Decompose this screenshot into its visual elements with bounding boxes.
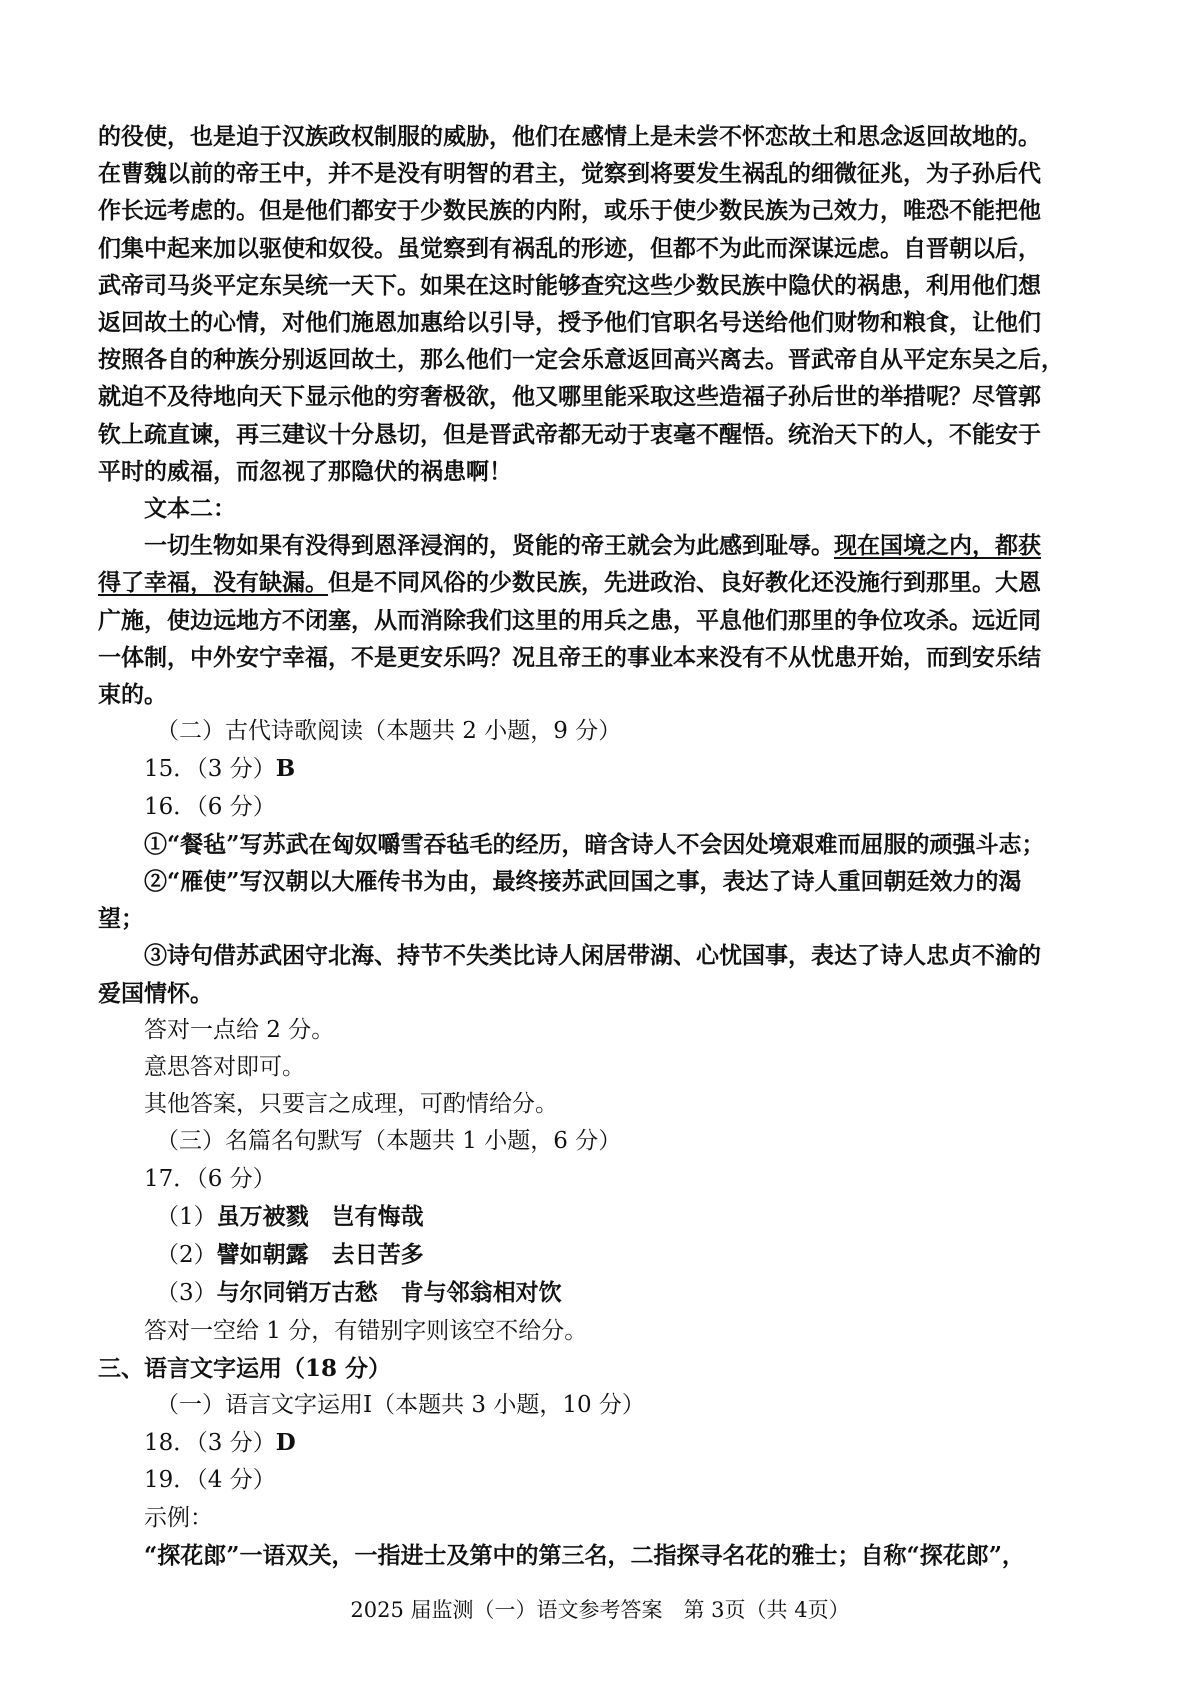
recitation-answer: （3）与尔同销万古愁 肯与邻翁相对饮 — [156, 1279, 562, 1307]
example-text: “探花郎”一语双关，一指进士及第中的第三名，二指探寻名花的雅士；自称“探花郎”， — [144, 1541, 1025, 1569]
text-two-line: 广施，使边远地方不闭塞，从而消除我们这里的用兵之患，平息他们那里的争位攻杀。远近同 — [98, 606, 1041, 634]
answer-point: ②“雁使”写汉朝以大雁传书为由，最终接苏武回国之事，表达了诗人重回朝廷效力的渴 — [144, 868, 1022, 896]
part-three — [98, 1350, 1106, 1574]
question-15: 15．（3 分）B — [144, 755, 296, 783]
section-recitation — [98, 1123, 1106, 1349]
underlined-sentence: 得了幸福，没有缺漏。 — [98, 569, 328, 597]
answer-choice: D — [275, 1429, 296, 1457]
passage-line: 平时的威福，而忽视了那隐伏的祸患啊！ — [98, 457, 512, 485]
recitation-answer: （2）譬如朝露 去日苦多 — [156, 1241, 424, 1269]
section-heading: （一）语言文字运用Ⅰ（本题共 3 小题，10 分） — [156, 1391, 645, 1418]
answer-point: 爱国情怀。 — [98, 979, 213, 1007]
passage-line: 返回故土的心情，对他们施恩加惠给以引导，授予他们官职名号送给他们财物和粮食，让他们 — [98, 309, 1041, 337]
example-label: 示例： — [144, 1504, 213, 1531]
text-two — [98, 490, 1106, 713]
text-two-line: 一切生物如果有没得到恩泽浸润的，贤能的帝王就会为此感到耻辱。现在国境之内，都获 — [144, 532, 1041, 560]
passage-line: 就迫不及待地向天下显示他的穷奢极欲，他又哪里能采取这些造福子孙后世的举措呢？尽管郭 — [98, 383, 1041, 411]
text-two-line: 束的。 — [98, 681, 167, 709]
passage-line: 作长远考虑的。但是他们都安于少数民族的内附，或乐于使少数民族为己效力，唯恐不能把他 — [98, 197, 1041, 225]
recitation-answer: （1）虽万被戮 岂有悔哉 — [156, 1202, 424, 1230]
scoring-note: 答对一空给 1 分，有错别字则该空不给分。 — [144, 1317, 588, 1344]
answer-content — [98, 118, 1106, 1574]
question-19: 19．（4 分） — [144, 1467, 276, 1494]
answer-point: ①“餐毡”写苏武在匈奴嚼雪吞毡毛的经历，暗含诗人不会因处境艰难而屈服的顽强斗志； — [144, 830, 1045, 858]
text-two-line: 得了幸福，没有缺漏。但是不同风俗的少数民族，先进政治、良好教化还没施行到那里。大恩 — [98, 569, 1041, 597]
passage-line: 钦上疏直谏，再三建议十分恳切，但是晋武帝都无动于衷毫不醒悟。统治天下的人，不能安于 — [98, 420, 1041, 448]
text-two-title: 文本二： — [144, 495, 236, 523]
answer-point: 望； — [98, 905, 144, 933]
scoring-note: 意思答对即可。 — [144, 1054, 305, 1081]
section-heading: （三）名篇名句默写（本题共 1 小题，6 分） — [156, 1128, 622, 1155]
text-two-line: 一体制，中外安宁幸福，不是更安乐吗？况且帝王的事业本来没有不从忧患开始，而到安乐结 — [98, 643, 1041, 671]
passage-line: 在曹魏以前的帝王中，并不是没有明智的君主，觉察到将要发生祸乱的细微征兆，为子孙后代 — [98, 160, 1041, 188]
question-18: 18．（3 分）D — [144, 1429, 296, 1457]
part-heading: 三、语言文字运用（18 分） — [98, 1354, 392, 1382]
scoring-note: 其他答案，只要言之成理，可酌情给分。 — [144, 1091, 558, 1118]
answer-point: ③诗句借苏武困守北海、持节不失类比诗人闲居带湖、心忧国事，表达了诗人忠贞不渝的 — [144, 942, 1041, 970]
passage-translation — [98, 118, 1106, 490]
question-17: 17．（6 分） — [144, 1165, 276, 1192]
page-footer: 2025 届监测（一）语文参考答案 第 3页（共 4页） — [350, 1598, 850, 1622]
answer-choice: B — [275, 755, 296, 783]
passage-line: 武帝司马炎平定东吴统一天下。如果在这时能够查究这些少数民族中隐伏的祸患，利用他们想 — [98, 271, 1041, 299]
section-poetry — [98, 713, 1106, 1123]
question-16: 16．（6 分） — [144, 793, 276, 820]
section-heading: （二）古代诗歌阅读（本题共 2 小题，9 分） — [156, 718, 622, 745]
passage-line: 的役使，也是迫于汉族政权制服的威胁，他们在感情上是未尝不怀恋故土和思念返回故地的。 — [98, 123, 1041, 150]
scoring-note: 答对一点给 2 分。 — [144, 1016, 335, 1043]
passage-line: 按照各自的种族分别返回故土，那么他们一定会乐意返回高兴离去。晋武帝自从平定东吴之后， — [98, 346, 1064, 374]
passage-line: 们集中起来加以驱使和奴役。虽觉察到有祸乱的形迹，但都不为此而深谋远虑。自晋朝以后， — [98, 234, 1041, 262]
underlined-sentence: 现在国境之内，都获 — [834, 532, 1041, 560]
